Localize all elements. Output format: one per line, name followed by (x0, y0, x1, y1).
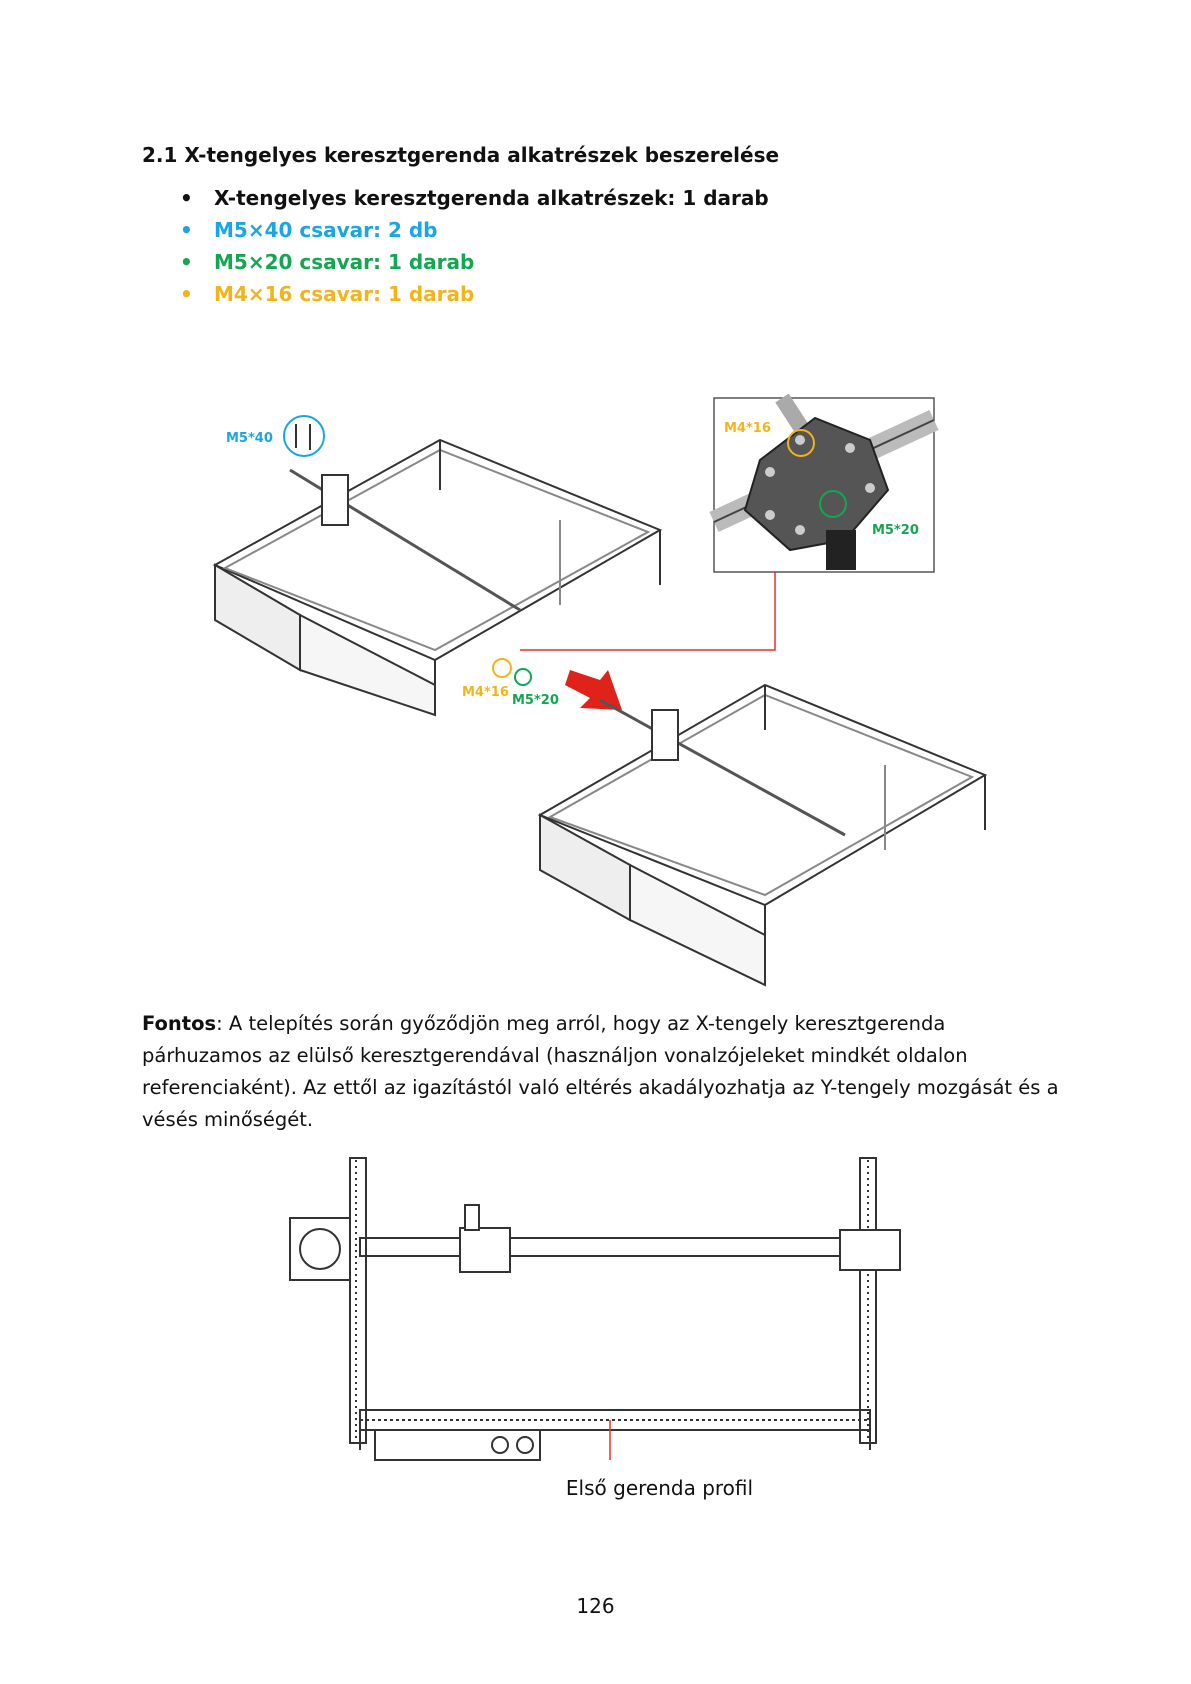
label-m5x20: M5*20 (512, 693, 559, 708)
right-carriage (840, 1230, 900, 1270)
note-text: : A telepítés során győződjön meg arról, hogy az X-tengely keresztgerenda párhuzamos az elülső keresztgerendával (használjon vonalzójeleket mindkét oldalon referenciaként). Az ettől az igazítástól való eltérés akadályozhatja az Y-tengely mozgását és a vésés minőségét. (142, 1012, 1059, 1131)
page-number: 126 (576, 1594, 615, 1618)
section-heading: 2.1 X-tengelyes keresztgerenda alkatrészek beszerelése (142, 143, 780, 167)
list-item: • X-tengelyes keresztgerenda alkatrészek: 1 darab (180, 186, 769, 218)
parts-list (180, 186, 769, 314)
inset-label-m4x16: M4*16 (724, 421, 771, 436)
frame-after (540, 685, 985, 985)
front-beam-caption: Első gerenda profil (565, 1476, 754, 1500)
list-item: • M5×40 csavar: 2 db (180, 218, 769, 250)
inset-label-m5x20: M5*20 (872, 523, 919, 538)
callout-line (520, 572, 775, 650)
frame-before (215, 440, 660, 715)
top-view-diagram (280, 1150, 920, 1470)
list-item: • M4×16 csavar: 1 darab (180, 282, 769, 314)
direction-arrow-icon (565, 670, 622, 710)
left-rail (350, 1158, 366, 1443)
note-label: Fontos (142, 1012, 217, 1035)
laser-head-carriage (460, 1228, 510, 1272)
important-note (142, 1008, 1062, 1136)
label-m5x40: M5*40 (226, 431, 273, 446)
label-m4x16: M4*16 (462, 685, 509, 700)
assembly-diagram (0, 380, 1191, 990)
x-axis-beam (360, 1238, 870, 1256)
list-item: • M5×20 csavar: 1 darab (180, 250, 769, 282)
control-box (375, 1430, 540, 1460)
m5x40-marker (284, 416, 324, 456)
m4x16-marker (493, 659, 511, 677)
m5x20-marker (515, 669, 531, 685)
